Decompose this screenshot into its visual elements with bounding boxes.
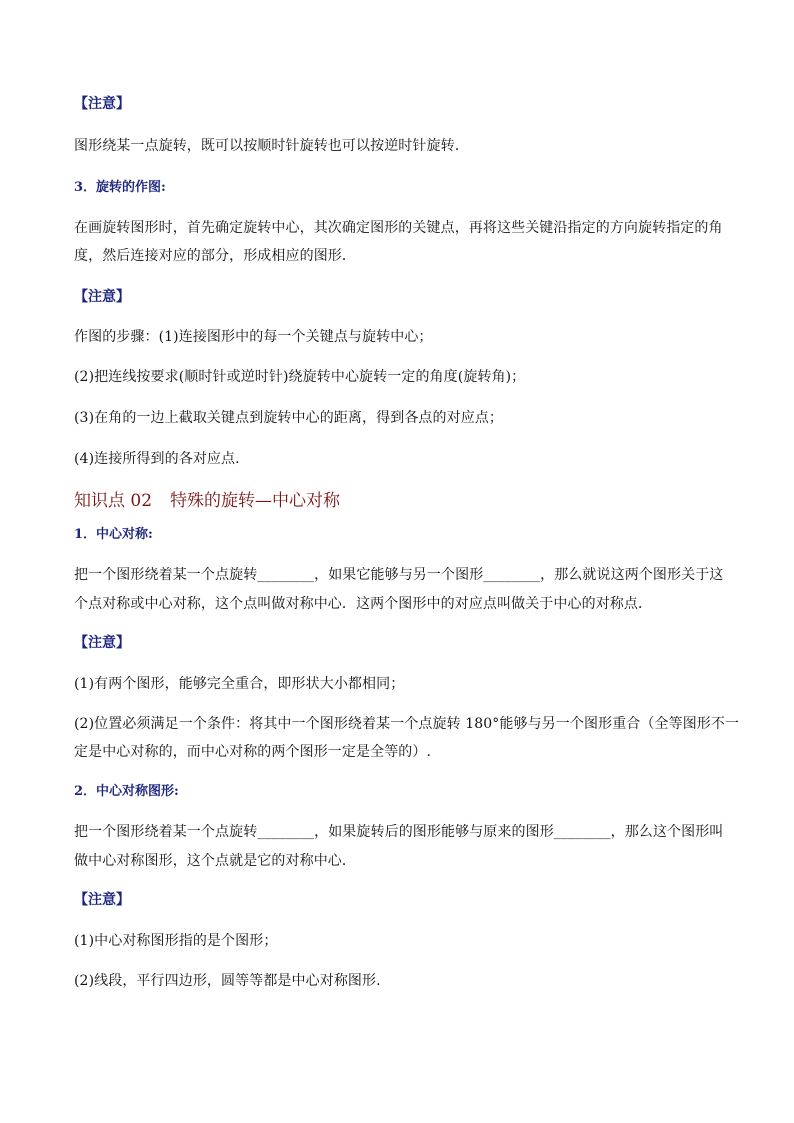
rotation-drawing-text-line2: 度，然后连接对应的部分，形成相应的图形．	[74, 248, 356, 264]
central-symmetric-figure-text-line1: 把一个图形绕着某一个点旋转________，如果旋转后的图形能够与原来的图形________，那么这个图形叫	[74, 824, 724, 840]
central-symmetric-figure-text-line2: 做中心对称图形，这个点就是它的对称中心．	[74, 853, 356, 869]
section-title	[74, 491, 724, 511]
central-symmetry-text-line1: 把一个图形绕着某一个点旋转________，如果它能够与另一个图形________，那么就说这两个图形关于这	[74, 567, 724, 583]
drawing-step-2: (2)把连线按要求(顺时针或逆时针)绕旋转中心旋转一定的角度(旋转角)；	[74, 369, 526, 385]
central-symmetry-text-line2: 个点对称或中心对称，这个点叫做对称中心．这两个图形中的对应点叫做关于中心的对称点．	[74, 596, 653, 612]
section-number: 知识点 02	[74, 491, 153, 511]
drawing-step-1: 作图的步骤：(1)连接图形中的每一个关键点与旋转中心；	[74, 329, 433, 345]
rotation-drawing-heading: 3．旋转的作图:	[74, 180, 166, 195]
central-symmetric-figure-heading: 2．中心对称图形:	[74, 784, 179, 799]
central-symmetry-heading: 1．中心对称:	[74, 527, 153, 542]
symmetry-note-2-line1: (2)位置必须满足一个条件：将其中一个图形绕着某一个点旋转 180°能够与另一个图形重合（全等图形不一	[74, 716, 740, 732]
section-name: 特殊的旋转—中心对称	[170, 491, 341, 511]
figure-note-1: (1)中心对称图形指的是个图形；	[74, 933, 278, 949]
symmetry-note-2-line2: 定是中心对称的，而中心对称的两个图形一定是全等的）.	[74, 744, 432, 760]
note-label: 【注意】	[74, 289, 130, 305]
note-label: 【注意】	[74, 892, 130, 908]
drawing-step-3: (3)在角的一边上截取关键点到旋转中心的距离，得到各点的对应点；	[74, 410, 504, 426]
rotation-direction-text: 图形绕某一点旋转，既可以按顺时针旋转也可以按逆时针旋转.	[74, 138, 460, 154]
symmetry-note-1: (1)有两个图形，能够完全重合，即形状大小都相同；	[74, 676, 405, 692]
note-label: 【注意】	[74, 635, 130, 651]
note-label: 【注意】	[74, 96, 130, 112]
figure-note-2: (2)线段，平行四边形，圆等等都是中心对称图形.	[74, 973, 381, 989]
rotation-drawing-text-line1: 在画旋转图形时，首先确定旋转中心，其次确定图形的关键点，再将这些关键沿指定的方向旋转指定的角	[74, 220, 723, 236]
drawing-step-4: (4)连接所得到的各对应点.	[74, 451, 240, 467]
